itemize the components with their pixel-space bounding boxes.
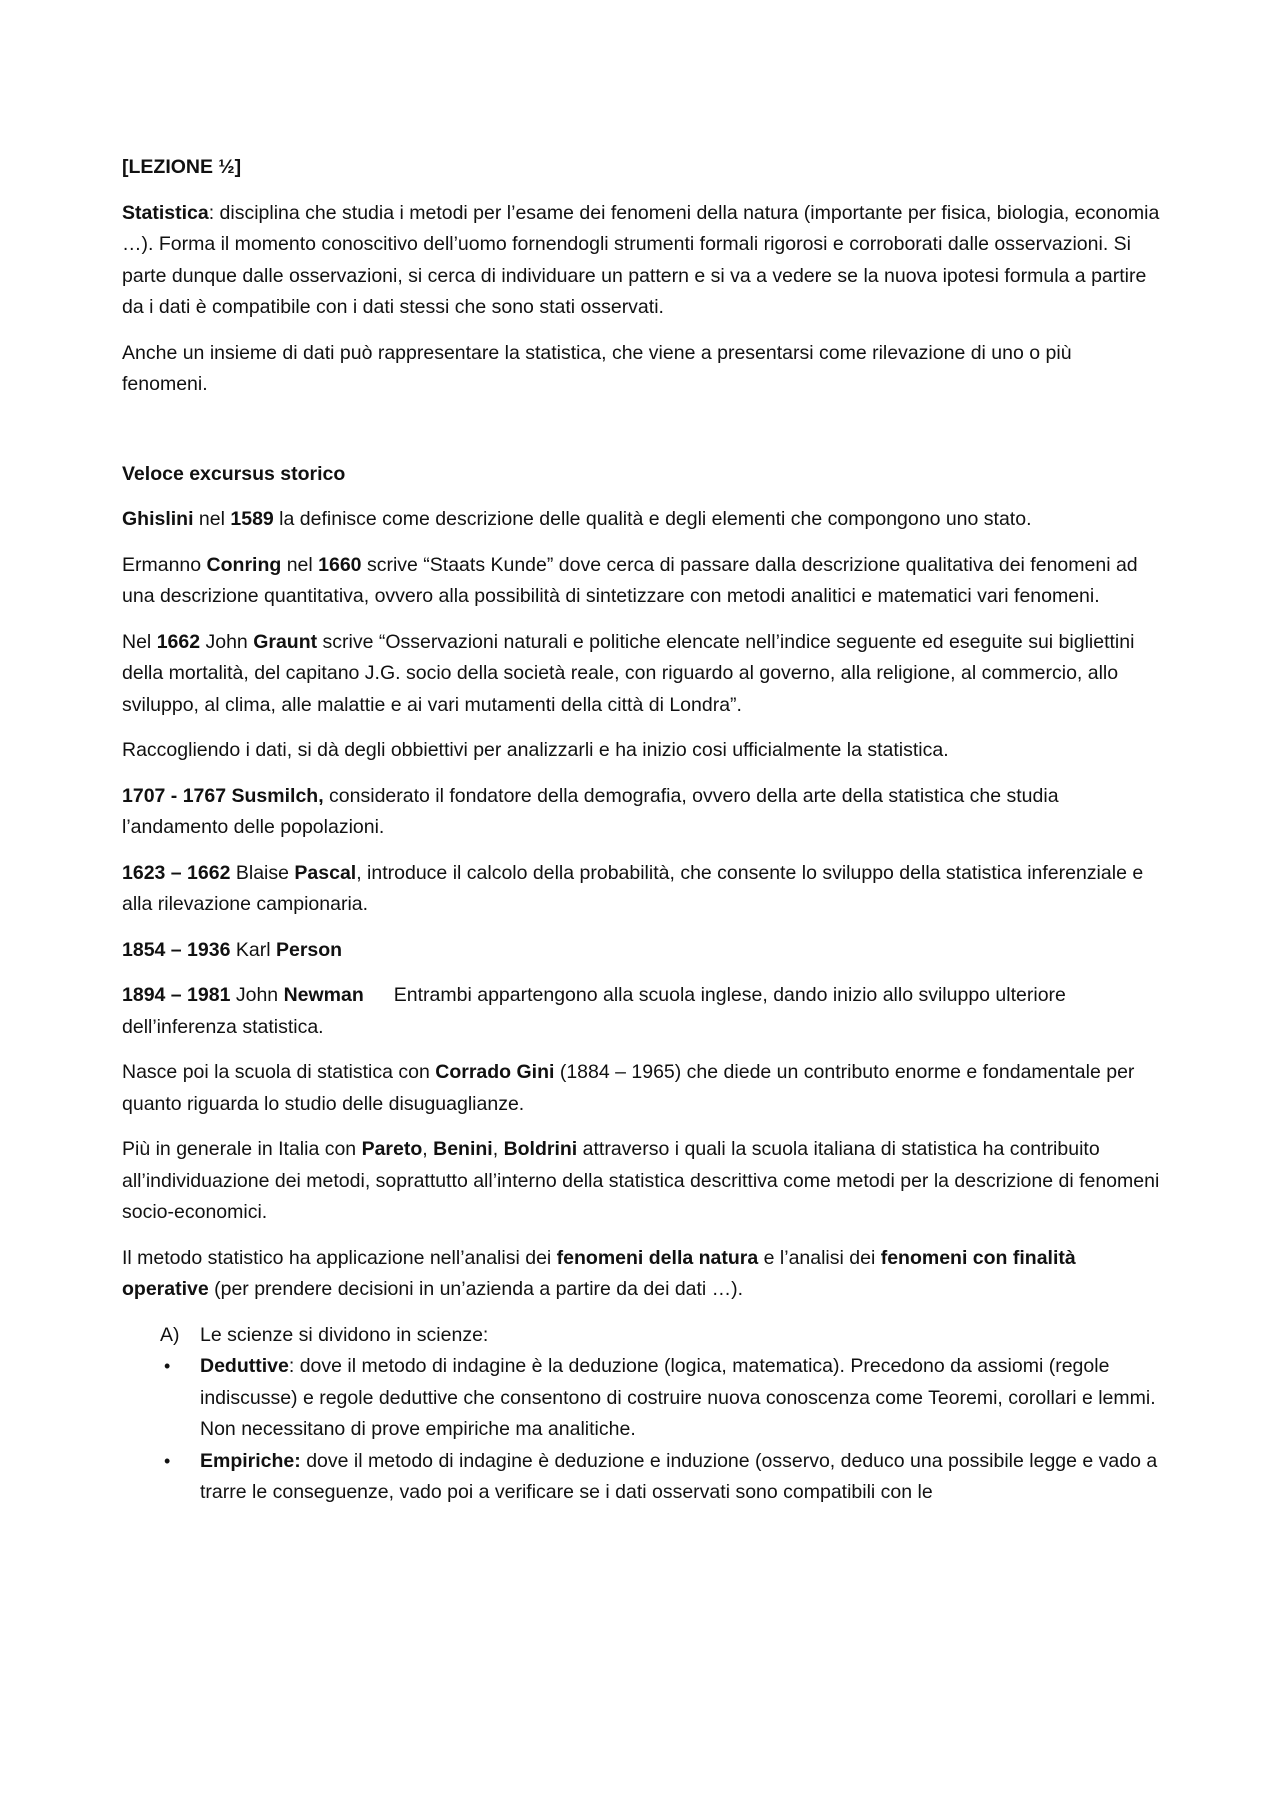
list-marker-a: A) [160, 1323, 180, 1346]
raccogliendo-paragraph: Raccogliendo i dati, si dà degli obbiettivi per analizzarli e ha inizio cosi ufficialmente la statistica. [122, 739, 949, 761]
ghislini-paragraph: Ghislini nel 1589 la definisce come descrizione delle qualità e degli elementi che compongono uno stato. [122, 508, 1032, 530]
graunt-paragraph: Nel 1662 John Graunt scrive “Osservazioni naturali e politiche elencate nell’indice seguente ed eseguite sui bigliettini della mortalità, del capitano J.G. socio della società reale, con riguardo al governo, alla religione, al commercio, allo sviluppo, al clima, alle malattie e ai vari mutamenti della città di Londra”. [122, 630, 1135, 716]
lesson-title: [LEZIONE ½] [122, 156, 242, 178]
list-item-a: A) Le scienze si dividono in scienze: [122, 1320, 1162, 1352]
italia-paragraph: Più in generale in Italia con Pareto, Benini, Boldrini attraverso i quali la scuola italiana di statistica ha contribuito all’individuazione dei metodi, soprattutto all’interno della statistica descrittiva come metodi per la descrizione di fenomeni socio-economici. [122, 1138, 1160, 1223]
term-statistica: Statistica [122, 201, 209, 224]
pascal-paragraph: 1623 – 1662 Blaise Pascal, introduce il calcolo della probabilità, che consente lo sviluppo della statistica inferenziale e alla rilevazione campionaria. [122, 861, 1144, 915]
conring-paragraph: Ermanno Conring nel 1660 scrive “Staats Kunde” dove cerca di passare dalla descrizione qualitativa dei fenomeni ad una descrizione quantitativa, ovvero alla possibilità di sintetizzare con metodi analitici e matematici vari fenomeni. [122, 553, 1138, 607]
susmilch-paragraph: 1707 - 1767 Susmilch, considerato il fondatore della demografia, ovvero della arte della statistica che studia l’andamento delle popolazioni. [122, 784, 1059, 838]
metodo-paragraph: Il metodo statistico ha applicazione nell’analisi dei fenomeni della natura e l’analisi dei fenomeni con finalità operative (per prendere decisioni in un’azienda a partire da dei dati …). [122, 1246, 1076, 1300]
statistica-definition: Statistica: disciplina che studia i metodi per l’esame dei fenomeni della natura (importante per fisica, biologia, economia …). Forma il momento conoscitivo dell’uomo fornendogli strumenti formali rigorosi e corroborati dalle osservazioni. Si parte dunque dalle osservazioni, si cerca di individuare un pattern e si va a vedere se la nuova ipotesi formula a partire da i dati è compatibile con i dati stessi che sono stati osservati. [122, 201, 1160, 318]
person-paragraph: 1854 – 1936 Karl Person [122, 938, 343, 961]
sciences-list [122, 1320, 1162, 1509]
bullet-icon: • [164, 1356, 171, 1376]
list-item-deduttive: • Deduttive: dove il metodo di indagine è la deduzione (logica, matematica). Precedono da assiomi (regole indiscusse) e regole deduttive che consentono di costruire nuova conoscenza come Teoremi, corollari e lemmi. Non necessitano di prove empiriche ma analitiche. [122, 1351, 1162, 1446]
dataset-paragraph: Anche un insieme di dati può rappresentare la statistica, che viene a presentarsi come rilevazione di uno o più fenomeni. [122, 341, 1072, 395]
bullet-icon: • [164, 1450, 171, 1471]
history-heading: Veloce excursus storico [122, 462, 346, 485]
gini-paragraph: Nasce poi la scuola di statistica con Corrado Gini (1884 – 1965) che diede un contributo enorme e fondamentale per quanto riguarda lo studio delle disuguaglianze. [122, 1061, 1135, 1115]
newman-paragraph: 1894 – 1981 John Newman Entrambi appartengono alla scuola inglese, dando inizio allo sviluppo ulteriore dell’inferenza statistica. [122, 984, 1066, 1038]
list-item-empiriche: • Empiriche: dove il metodo di indagine è deduzione e induzione (osservo, deduco una possibile legge e vado a trarre le conseguenze, vado poi a verificare se i dati osservati sono compatibili con le [122, 1446, 1162, 1509]
